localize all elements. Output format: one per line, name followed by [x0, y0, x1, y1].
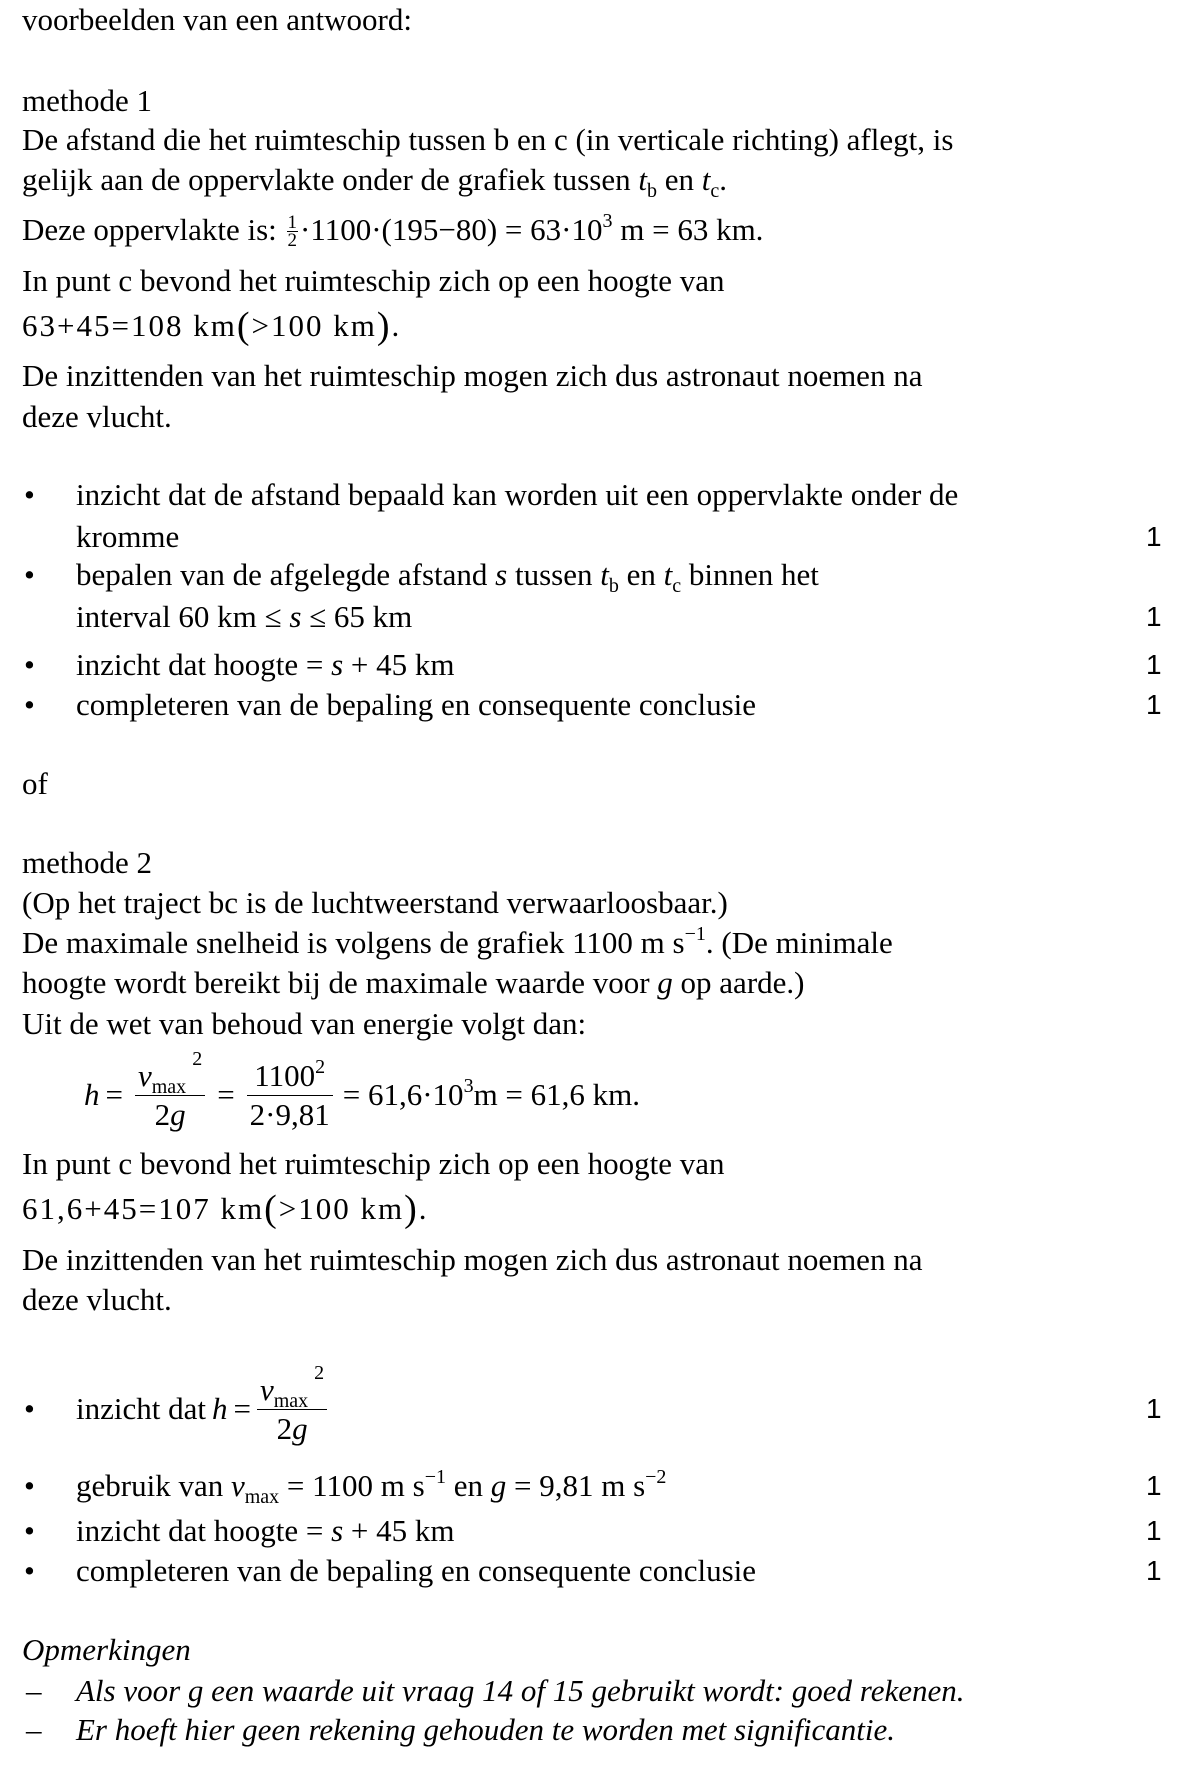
- fraction-numeric: [247, 1057, 333, 1134]
- criterion-text-part: inzicht dat: [76, 1391, 206, 1426]
- formula-result: [343, 1077, 640, 1113]
- close-paren: ): [404, 1188, 419, 1230]
- exponent: 3: [463, 1075, 474, 1097]
- bullet: •: [24, 687, 35, 722]
- method2-line-4: Uit de wet van behoud van energie volgt dan:: [22, 1006, 587, 1041]
- fraction-denominator: [152, 1096, 189, 1134]
- exponent: −1: [424, 1466, 446, 1488]
- method2-line-3-text: hoogte wordt bereikt bij de maximale waarde voor: [22, 965, 658, 1000]
- method1-height-calc: [22, 306, 401, 346]
- method1-conclusion-line-1: De inzittenden van het ruimteschip mogen zich dus astronaut noemen na: [22, 358, 923, 393]
- symbol-t: t: [663, 557, 673, 592]
- method2-line-1: (Op het traject bc is de luchtweerstand verwaarloosbaar.): [22, 885, 728, 920]
- criterion-text: [76, 1361, 333, 1449]
- criterion-line-2: kromme: [76, 519, 180, 554]
- method2-height-intro: In punt c bevond het ruimteschip zich op een hoogte van: [22, 1146, 725, 1181]
- result-expression: = 61,6·10: [342, 1077, 464, 1112]
- method2-conclusion-line-2: deze vlucht.: [22, 1282, 172, 1317]
- close-paren: ): [376, 305, 392, 347]
- subscript-max: max: [273, 1389, 309, 1412]
- fraction-denominator: [274, 1410, 311, 1448]
- dash: –: [26, 1712, 42, 1747]
- symbol-g: g: [292, 1410, 308, 1446]
- result-tail: m = 61,6 km.: [473, 1077, 641, 1112]
- criterion-line-1: [76, 1465, 666, 1507]
- interval-end: ≤ 65 km: [301, 599, 413, 634]
- connector-en: en: [618, 557, 664, 592]
- or-separator: of: [22, 766, 48, 801]
- criterion-text-part: binnen het: [681, 557, 819, 592]
- symbol-t: t: [638, 162, 647, 197]
- criterion-text-part: + 45 km: [343, 647, 455, 682]
- equals-sign: =: [217, 1077, 235, 1112]
- factor-2: 2: [154, 1096, 171, 1132]
- criterion-line-2: [76, 596, 819, 638]
- g-value: = 9,81 m s: [506, 1468, 646, 1503]
- vmax-value: = 1100 m s: [279, 1468, 425, 1503]
- score-point: 1: [1146, 1470, 1162, 1501]
- symbol-t: t: [600, 557, 609, 592]
- value-1100: 1100: [254, 1057, 316, 1093]
- criterion-line-1: completeren van de bepaling en consequente conclusie: [76, 1553, 757, 1588]
- bullet: •: [24, 1391, 35, 1426]
- area-label: Deze oppervlakte is:: [22, 212, 285, 247]
- symbol-s: s: [331, 647, 344, 682]
- symbol-s: s: [495, 557, 508, 592]
- method2-line-3: [22, 963, 804, 1003]
- method2-criterion-1: [0, 1361, 1180, 1449]
- bullet: •: [24, 1553, 35, 1588]
- period: .: [391, 308, 402, 343]
- symbol-g: g: [490, 1468, 507, 1503]
- method2-line-2-tail: . (De minimale: [705, 925, 893, 960]
- exponent: 2: [315, 1055, 326, 1078]
- factor-2: 2: [276, 1410, 293, 1446]
- method2-line-2-text: De maximale snelheid is volgens de grafiek 1100 m s: [22, 925, 685, 960]
- exponent: −1: [684, 923, 706, 945]
- fraction-numerator: [257, 1361, 327, 1412]
- open-paren: (: [264, 1188, 279, 1230]
- score-point: 1: [1146, 1393, 1162, 1424]
- symbol-t: t: [701, 162, 711, 197]
- symbol-v: v: [137, 1057, 152, 1093]
- criterion-text: [76, 684, 756, 726]
- criterion-text: [76, 644, 455, 686]
- method2-conclusion-line-1: De inzittenden van het ruimteschip mogen zich dus astronaut noemen na: [22, 1242, 923, 1277]
- bullet: •: [24, 647, 35, 682]
- remarks-title: Opmerkingen: [22, 1632, 191, 1667]
- period: .: [418, 1191, 429, 1226]
- symbol-g: g: [657, 965, 673, 1000]
- criterion-text: [76, 554, 819, 638]
- equals-sign: =: [233, 1391, 251, 1426]
- method1-conclusion-line-2: deze vlucht.: [22, 399, 172, 434]
- subscript-c: c: [672, 575, 682, 597]
- subscript-b: b: [646, 180, 657, 202]
- symbol-v: v: [259, 1371, 274, 1407]
- criterion-text-part: + 45 km: [343, 1513, 455, 1548]
- score-point: 1: [1146, 601, 1162, 632]
- exponent: 2: [192, 1047, 203, 1070]
- method1-line-2-text: gelijk aan de oppervlakte onder de grafiek tussen: [22, 162, 639, 197]
- method2-line-2: [22, 923, 893, 963]
- criterion-text: [76, 474, 958, 558]
- height-expression: 61,6+45=107 km: [22, 1191, 265, 1226]
- criterion-text-part: gebruik van: [76, 1468, 231, 1503]
- criterion-text: [76, 1550, 756, 1592]
- subscript-c: c: [710, 180, 720, 202]
- bullet: •: [24, 1468, 35, 1503]
- method1-line-1: De afstand die het ruimteschip tussen b en c (in verticale richting) aflegt, is: [22, 122, 954, 157]
- symbol-h: h: [84, 1077, 100, 1112]
- fraction-vmax-squared-over-2g: [257, 1361, 327, 1448]
- period: .: [719, 162, 727, 197]
- criterion-text-part: inzicht dat hoogte =: [76, 1513, 332, 1548]
- method1-line-2: [22, 160, 727, 200]
- fraction-vmax-squared-over-2g: [135, 1047, 205, 1134]
- energy-formula: [84, 1047, 641, 1135]
- score-point: 1: [1146, 1515, 1162, 1546]
- exponent: 3: [602, 210, 613, 232]
- bullet: •: [24, 477, 35, 512]
- symbol-s: s: [331, 1513, 344, 1548]
- method2-line-3-tail: op aarde.): [672, 965, 805, 1000]
- area-result: m = 63 km.: [612, 212, 764, 247]
- exponent: 2: [314, 1361, 325, 1384]
- criterion-line-1: [76, 644, 455, 686]
- remark-text: Als voor g een waarde uit vraag 14 of 15 gebruikt wordt: goed rekenen.: [76, 1673, 965, 1708]
- criterion-text: [76, 1465, 666, 1507]
- dash: –: [26, 1673, 42, 1708]
- subscript-b: b: [608, 575, 619, 597]
- criterion-text: [76, 1510, 455, 1552]
- criterion-line-1: completeren van de bepaling en consequente conclusie: [76, 687, 757, 722]
- subscript-max: max: [151, 1075, 187, 1098]
- method2-title: methode 2: [22, 845, 152, 880]
- score-point: 1: [1146, 689, 1162, 720]
- fraction-numerator: [135, 1047, 205, 1098]
- remark-text: Er hoeft hier geen rekening gehouden te worden met significantie.: [76, 1712, 896, 1747]
- height-comparison: >100 km: [251, 308, 377, 343]
- fraction-numerator: [251, 1057, 328, 1095]
- symbol-s: s: [289, 599, 302, 634]
- criterion-text-part: inzicht dat hoogte =: [76, 647, 332, 682]
- connector-en: en: [445, 1468, 491, 1503]
- area-calculation: [22, 210, 763, 250]
- fraction-denominator: 2: [287, 230, 298, 251]
- fraction-one-half: [288, 214, 298, 249]
- method2-height-calc: [22, 1189, 429, 1229]
- criterion-line-1: [76, 554, 819, 596]
- criterion-line-1: [76, 1510, 455, 1552]
- interval-start: interval 60 km ≤: [76, 599, 290, 634]
- symbol-h: h: [211, 1391, 228, 1426]
- equals-sign: =: [105, 1077, 123, 1112]
- bullet: •: [24, 557, 35, 592]
- criterion-line-1: inzicht dat de afstand bepaald kan worden uit een oppervlakte onder de: [76, 477, 959, 512]
- subscript-max: max: [244, 1486, 280, 1508]
- connector-en: en: [656, 162, 702, 197]
- open-paren: (: [236, 305, 252, 347]
- method1-height-intro: In punt c bevond het ruimteschip zich op een hoogte van: [22, 263, 725, 298]
- score-point: 1: [1146, 521, 1162, 552]
- exponent: −2: [645, 1466, 667, 1488]
- fraction-denominator: 2·9,81: [249, 1096, 330, 1132]
- score-point: 1: [1146, 1555, 1162, 1586]
- height-expression: 63+45=108 km: [22, 308, 237, 343]
- fraction-numerator: 1: [287, 212, 298, 233]
- symbol-v: v: [230, 1468, 245, 1503]
- criterion-text-part: tussen: [507, 557, 601, 592]
- height-comparison: >100 km: [278, 1191, 405, 1226]
- method1-title: methode 1: [22, 83, 152, 118]
- symbol-g: g: [170, 1096, 186, 1132]
- bullet: •: [24, 1513, 35, 1548]
- score-point: 1: [1146, 649, 1162, 680]
- area-expression: ·1100·(195−80) = 63·10: [300, 212, 603, 247]
- criterion-text-part: bepalen van de afgelegde afstand: [76, 557, 496, 592]
- heading: voorbeelden van een antwoord:: [22, 2, 412, 37]
